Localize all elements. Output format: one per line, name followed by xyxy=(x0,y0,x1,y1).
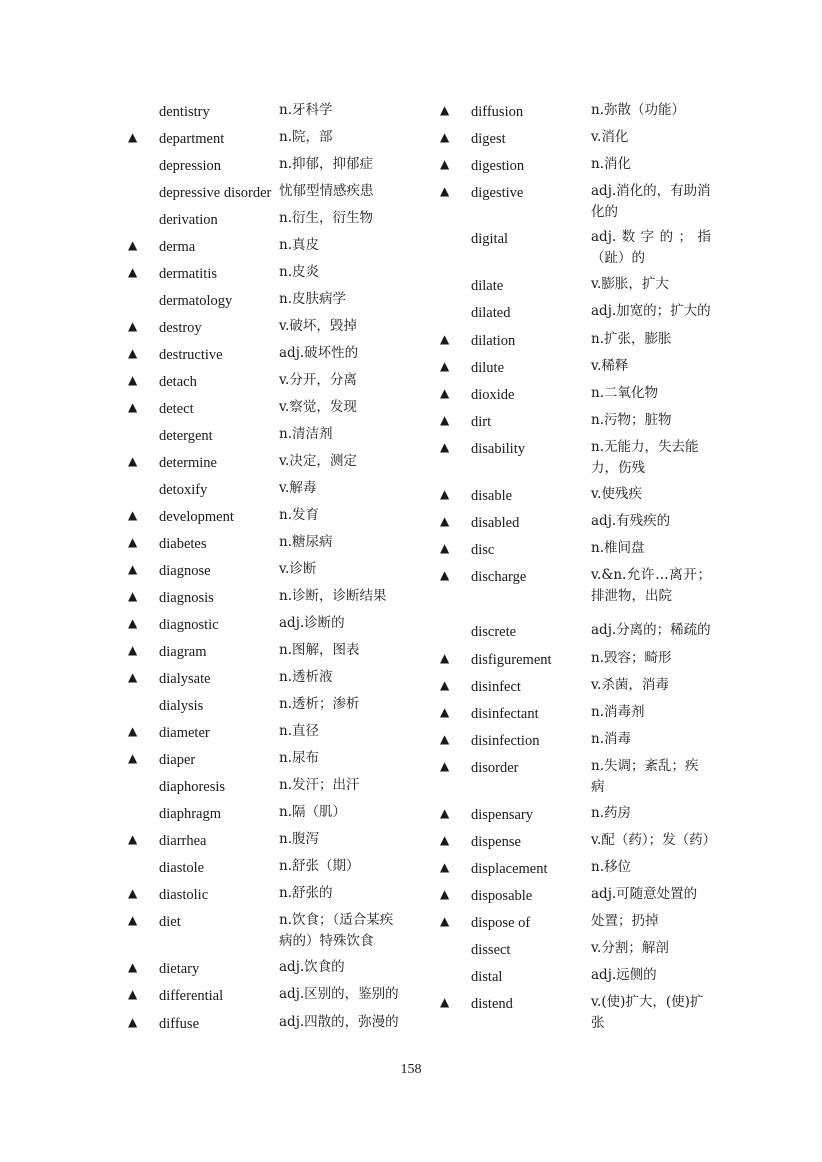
entry-term: dirt xyxy=(471,414,492,430)
glossary-entry xyxy=(440,227,730,269)
entry-definition: v.稀释 xyxy=(591,358,629,374)
glossary-entry xyxy=(128,1012,412,1035)
entry-definition: n.发育 xyxy=(279,507,319,523)
entry-term: digestion xyxy=(471,158,525,174)
glossary-entry xyxy=(440,356,730,379)
entry-definition: 忧郁型情感疾患 xyxy=(279,183,374,199)
triangle-marker-icon: ▲ xyxy=(128,643,138,657)
entry-term: dermatitis xyxy=(159,266,217,282)
entry-term: dialysis xyxy=(159,698,204,714)
triangle-marker-icon: ▲ xyxy=(440,184,450,198)
entry-definition: n.透析；渗析 xyxy=(279,696,360,712)
glossary-entry xyxy=(440,301,730,324)
entry-term: disinfection xyxy=(471,733,540,749)
entry-term: disable xyxy=(471,488,513,504)
triangle-marker-icon: ▲ xyxy=(128,130,138,144)
triangle-marker-icon: ▲ xyxy=(440,732,450,746)
glossary-entry xyxy=(128,883,412,906)
glossary-entry xyxy=(128,721,412,744)
entry-term: dilation xyxy=(471,333,516,349)
entry-definition: v.配（药）；发（药） xyxy=(591,832,717,848)
entry-term: diffuse xyxy=(159,1016,200,1032)
entry-definition: n.失调；紊乱；疾病 xyxy=(591,758,699,795)
glossary-entry xyxy=(440,181,730,223)
entry-term: dilated xyxy=(471,305,511,321)
entry-term: diastolic xyxy=(159,887,209,903)
entry-term: diagnose xyxy=(159,563,211,579)
entry-term: diaphragm xyxy=(159,806,222,822)
entry-definition: n.椎间盘 xyxy=(591,540,645,556)
entry-term: distal xyxy=(471,969,503,985)
entry-term: disabled xyxy=(471,515,520,531)
entry-term: determine xyxy=(159,455,217,471)
glossary-entry xyxy=(128,208,412,231)
entry-definition: adj.数字的；指（趾）的 xyxy=(591,229,711,266)
entry-term: dispose of xyxy=(471,915,531,931)
entry-term: diagnostic xyxy=(159,617,219,633)
glossary-entry xyxy=(128,235,412,258)
triangle-marker-icon: ▲ xyxy=(440,514,450,528)
entry-term: diet xyxy=(159,914,181,930)
entry-term: dietary xyxy=(159,961,200,977)
entry-term: discharge xyxy=(471,569,527,585)
glossary-entry xyxy=(128,532,412,555)
glossary-entry xyxy=(440,565,730,607)
entry-term: digestive xyxy=(471,185,524,201)
entry-term: differential xyxy=(159,988,224,1004)
glossary-entry xyxy=(440,538,730,561)
entry-term: distend xyxy=(471,996,513,1012)
entry-definition: n.皮肤病学 xyxy=(279,291,346,307)
entry-definition: v.(使)扩大，(使)扩张 xyxy=(591,994,704,1031)
entry-term: dioxide xyxy=(471,387,515,403)
entry-definition: v.诊断 xyxy=(279,561,317,577)
entry-definition: n.污物；脏物 xyxy=(591,412,672,428)
entry-definition: adj.远侧的 xyxy=(591,967,657,983)
triangle-marker-icon: ▲ xyxy=(128,400,138,414)
entry-definition: adj.有残疾的 xyxy=(591,513,671,529)
entry-definition: adj.加宽的；扩大的 xyxy=(591,303,711,319)
glossary-entry xyxy=(440,756,730,798)
triangle-marker-icon: ▲ xyxy=(128,238,138,252)
entry-definition: v.分开，分离 xyxy=(279,372,357,388)
entry-definition: adj.消化的，有助消化的 xyxy=(591,183,711,220)
glossary-entry xyxy=(128,370,412,393)
glossary-entry xyxy=(128,478,412,501)
entry-term: dilate xyxy=(471,278,504,294)
entry-definition: v.&n.允许…离开；排泄物，出院 xyxy=(591,567,711,604)
glossary-entry xyxy=(128,957,412,980)
glossary-entry xyxy=(440,729,730,752)
glossary-entry xyxy=(128,424,412,447)
glossary-entry xyxy=(128,559,412,582)
entry-definition: n.糖尿病 xyxy=(279,534,333,550)
entry-term: disorder xyxy=(471,760,519,776)
entry-term: dispensary xyxy=(471,807,534,823)
entry-term: development xyxy=(159,509,234,525)
glossary-entry xyxy=(440,648,730,671)
entry-term: diagnosis xyxy=(159,590,214,606)
triangle-marker-icon: ▲ xyxy=(440,651,450,665)
entry-term: digital xyxy=(471,231,509,247)
triangle-marker-icon: ▲ xyxy=(128,265,138,279)
entry-definition: n.饮食；（适合某疾病的）特殊饮食 xyxy=(279,912,394,949)
entry-definition: n.尿布 xyxy=(279,750,319,766)
triangle-marker-icon: ▲ xyxy=(128,508,138,522)
left-column xyxy=(128,100,412,1039)
entry-definition: n.移位 xyxy=(591,859,631,875)
glossary-entry xyxy=(128,667,412,690)
entry-term: diameter xyxy=(159,725,210,741)
entry-definition: n.衍生，衍生物 xyxy=(279,210,373,226)
glossary-entry xyxy=(440,437,730,479)
entry-definition: n.隔（肌） xyxy=(279,804,346,820)
triangle-marker-icon: ▲ xyxy=(128,670,138,684)
entry-term: detect xyxy=(159,401,194,417)
triangle-marker-icon: ▲ xyxy=(128,346,138,360)
entry-definition: adj.区别的，鉴别的 xyxy=(279,986,399,1002)
entry-term: detach xyxy=(159,374,197,390)
entry-definition: n.毁容；畸形 xyxy=(591,650,672,666)
glossary-entry xyxy=(440,410,730,433)
entry-definition: n.消化 xyxy=(591,156,631,172)
glossary-entry xyxy=(440,702,730,725)
entry-term: disinfect xyxy=(471,679,521,695)
entry-definition: n.消毒 xyxy=(591,731,631,747)
entry-definition: adj.破坏性的 xyxy=(279,345,359,361)
glossary-entry xyxy=(440,329,730,352)
glossary-entry xyxy=(128,829,412,852)
triangle-marker-icon: ▲ xyxy=(128,913,138,927)
glossary-entry xyxy=(440,911,730,934)
triangle-marker-icon: ▲ xyxy=(128,373,138,387)
triangle-marker-icon: ▲ xyxy=(440,568,450,582)
entry-term: dialysate xyxy=(159,671,211,687)
entry-term: diarrhea xyxy=(159,833,207,849)
glossary-entry xyxy=(128,316,412,339)
right-column xyxy=(440,100,730,1038)
glossary-entry xyxy=(440,383,730,406)
glossary-entry xyxy=(440,511,730,534)
entry-definition: n.抑郁，抑郁症 xyxy=(279,156,373,172)
entry-definition: n.牙科学 xyxy=(279,102,333,118)
entry-term: disposable xyxy=(471,888,533,904)
glossary-entry xyxy=(128,586,412,609)
entry-definition: n.弥散（功能） xyxy=(591,102,685,118)
entry-definition: v.分割；解剖 xyxy=(591,940,669,956)
entry-term: derma xyxy=(159,239,196,255)
glossary-entry xyxy=(128,154,412,177)
glossary-entry xyxy=(440,100,730,123)
entry-definition: v.决定，测定 xyxy=(279,453,357,469)
glossary-entry xyxy=(128,802,412,825)
entry-definition: adj.饮食的 xyxy=(279,959,345,975)
triangle-marker-icon: ▲ xyxy=(440,130,450,144)
triangle-marker-icon: ▲ xyxy=(128,832,138,846)
entry-term: disability xyxy=(471,441,525,457)
entry-definition: adj.诊断的 xyxy=(279,615,345,631)
entry-term: depressive disorder xyxy=(159,185,272,201)
entry-term: digest xyxy=(471,131,506,147)
triangle-marker-icon: ▲ xyxy=(440,887,450,901)
triangle-marker-icon: ▲ xyxy=(440,833,450,847)
triangle-marker-icon: ▲ xyxy=(440,440,450,454)
entry-definition: n.图解，图表 xyxy=(279,642,360,658)
triangle-marker-icon: ▲ xyxy=(128,319,138,333)
entry-definition: n.药房 xyxy=(591,805,631,821)
glossary-entry xyxy=(128,910,412,952)
glossary-entry xyxy=(128,640,412,663)
glossary-entry xyxy=(128,984,412,1007)
triangle-marker-icon: ▲ xyxy=(440,914,450,928)
triangle-marker-icon: ▲ xyxy=(440,678,450,692)
glossary-entry xyxy=(440,127,730,150)
entry-definition: n.发汗；出汗 xyxy=(279,777,360,793)
entry-definition: n.清洁剂 xyxy=(279,426,333,442)
entry-definition: v.破坏，毁掉 xyxy=(279,318,357,334)
triangle-marker-icon: ▲ xyxy=(440,487,450,501)
triangle-marker-icon: ▲ xyxy=(440,995,450,1009)
glossary-entry xyxy=(128,775,412,798)
triangle-marker-icon: ▲ xyxy=(128,960,138,974)
entry-definition: adj.可随意处置的 xyxy=(591,886,698,902)
entry-definition: 处置；扔掉 xyxy=(591,913,659,929)
glossary-entry xyxy=(128,694,412,717)
entry-term: diabetes xyxy=(159,536,207,552)
entry-definition: n.舒张的 xyxy=(279,885,333,901)
entry-term: detergent xyxy=(159,428,213,444)
entry-term: diaper xyxy=(159,752,196,768)
glossary-entry xyxy=(128,397,412,420)
triangle-marker-icon: ▲ xyxy=(128,535,138,549)
entry-term: dentistry xyxy=(159,104,210,120)
entry-definition: v.察觉，发现 xyxy=(279,399,357,415)
triangle-marker-icon: ▲ xyxy=(128,454,138,468)
glossary-entry xyxy=(128,451,412,474)
entry-definition: adj.四散的，弥漫的 xyxy=(279,1014,399,1030)
entry-definition: n.扩张，膨胀 xyxy=(591,331,672,347)
glossary-entry xyxy=(128,856,412,879)
triangle-marker-icon: ▲ xyxy=(440,705,450,719)
glossary-entry xyxy=(440,675,730,698)
entry-term: diaphoresis xyxy=(159,779,226,795)
entry-definition: n.舒张（期） xyxy=(279,858,360,874)
triangle-marker-icon: ▲ xyxy=(440,103,450,117)
entry-definition: n.皮炎 xyxy=(279,264,319,280)
triangle-marker-icon: ▲ xyxy=(440,860,450,874)
triangle-marker-icon: ▲ xyxy=(128,886,138,900)
triangle-marker-icon: ▲ xyxy=(440,359,450,373)
triangle-marker-icon: ▲ xyxy=(128,987,138,1001)
triangle-marker-icon: ▲ xyxy=(128,589,138,603)
page-number: 158 xyxy=(400,1062,422,1077)
entry-term: diffusion xyxy=(471,104,524,120)
entry-definition: v.使残疾 xyxy=(591,486,642,502)
glossary-entry xyxy=(440,938,730,961)
glossary-entry xyxy=(128,127,412,150)
triangle-marker-icon: ▲ xyxy=(440,759,450,773)
glossary-entry xyxy=(440,274,730,297)
entry-term: diagram xyxy=(159,644,207,660)
entry-definition: n.消毒剂 xyxy=(591,704,645,720)
entry-term: disfigurement xyxy=(471,652,552,668)
entry-definition: n.腹泻 xyxy=(279,831,319,847)
glossary-entry xyxy=(440,884,730,907)
entry-term: displacement xyxy=(471,861,548,877)
entry-definition: n.二氧化物 xyxy=(591,385,658,401)
entry-term: destroy xyxy=(159,320,202,336)
triangle-marker-icon: ▲ xyxy=(440,413,450,427)
entry-term: detoxify xyxy=(159,482,208,498)
glossary-entry xyxy=(440,803,730,826)
glossary-entry xyxy=(128,748,412,771)
glossary-entry xyxy=(128,505,412,528)
glossary-entry xyxy=(440,154,730,177)
entry-term: dissect xyxy=(471,942,511,958)
glossary-entry xyxy=(128,181,412,204)
entry-definition: v.解毒 xyxy=(279,480,317,496)
entry-definition: v.消化 xyxy=(591,129,629,145)
triangle-marker-icon: ▲ xyxy=(440,541,450,555)
glossary-entry xyxy=(128,343,412,366)
entry-definition: n.透析液 xyxy=(279,669,333,685)
glossary-entry xyxy=(128,262,412,285)
entry-term: dilute xyxy=(471,360,505,376)
triangle-marker-icon: ▲ xyxy=(440,806,450,820)
glossary-entry xyxy=(440,992,730,1034)
triangle-marker-icon: ▲ xyxy=(128,1015,138,1029)
entry-definition: v.膨胀，扩大 xyxy=(591,276,669,292)
triangle-marker-icon: ▲ xyxy=(440,157,450,171)
entry-definition: n.真皮 xyxy=(279,237,319,253)
triangle-marker-icon: ▲ xyxy=(128,616,138,630)
entry-definition: n.无能力，失去能力，伤残 xyxy=(591,439,699,476)
entry-definition: n.直径 xyxy=(279,723,319,739)
entry-definition: adj.分离的；稀疏的 xyxy=(591,622,711,638)
triangle-marker-icon: ▲ xyxy=(128,724,138,738)
triangle-marker-icon: ▲ xyxy=(440,332,450,346)
triangle-marker-icon: ▲ xyxy=(440,386,450,400)
entry-definition: v.杀菌，消毒 xyxy=(591,677,669,693)
glossary-entry xyxy=(128,613,412,636)
entry-term: department xyxy=(159,131,225,147)
entry-term: disinfectant xyxy=(471,706,539,722)
glossary-entry xyxy=(440,857,730,880)
glossary-entry xyxy=(440,965,730,988)
entry-term: dispense xyxy=(471,834,521,850)
entry-term: derivation xyxy=(159,212,218,228)
entry-definition: n.院，部 xyxy=(279,129,333,145)
entry-definition: n.诊断，诊断结果 xyxy=(279,588,387,604)
glossary-entry xyxy=(440,830,730,853)
glossary-entry xyxy=(128,289,412,312)
glossary-entry xyxy=(440,484,730,507)
entry-term: diastole xyxy=(159,860,205,876)
entry-term: discrete xyxy=(471,624,517,640)
entry-term: disc xyxy=(471,542,495,558)
triangle-marker-icon: ▲ xyxy=(128,562,138,576)
glossary-entry xyxy=(440,620,730,643)
entry-term: depression xyxy=(159,158,222,174)
triangle-marker-icon: ▲ xyxy=(128,751,138,765)
entry-term: destructive xyxy=(159,347,223,363)
entry-term: dermatology xyxy=(159,293,233,309)
glossary-entry xyxy=(128,100,412,123)
